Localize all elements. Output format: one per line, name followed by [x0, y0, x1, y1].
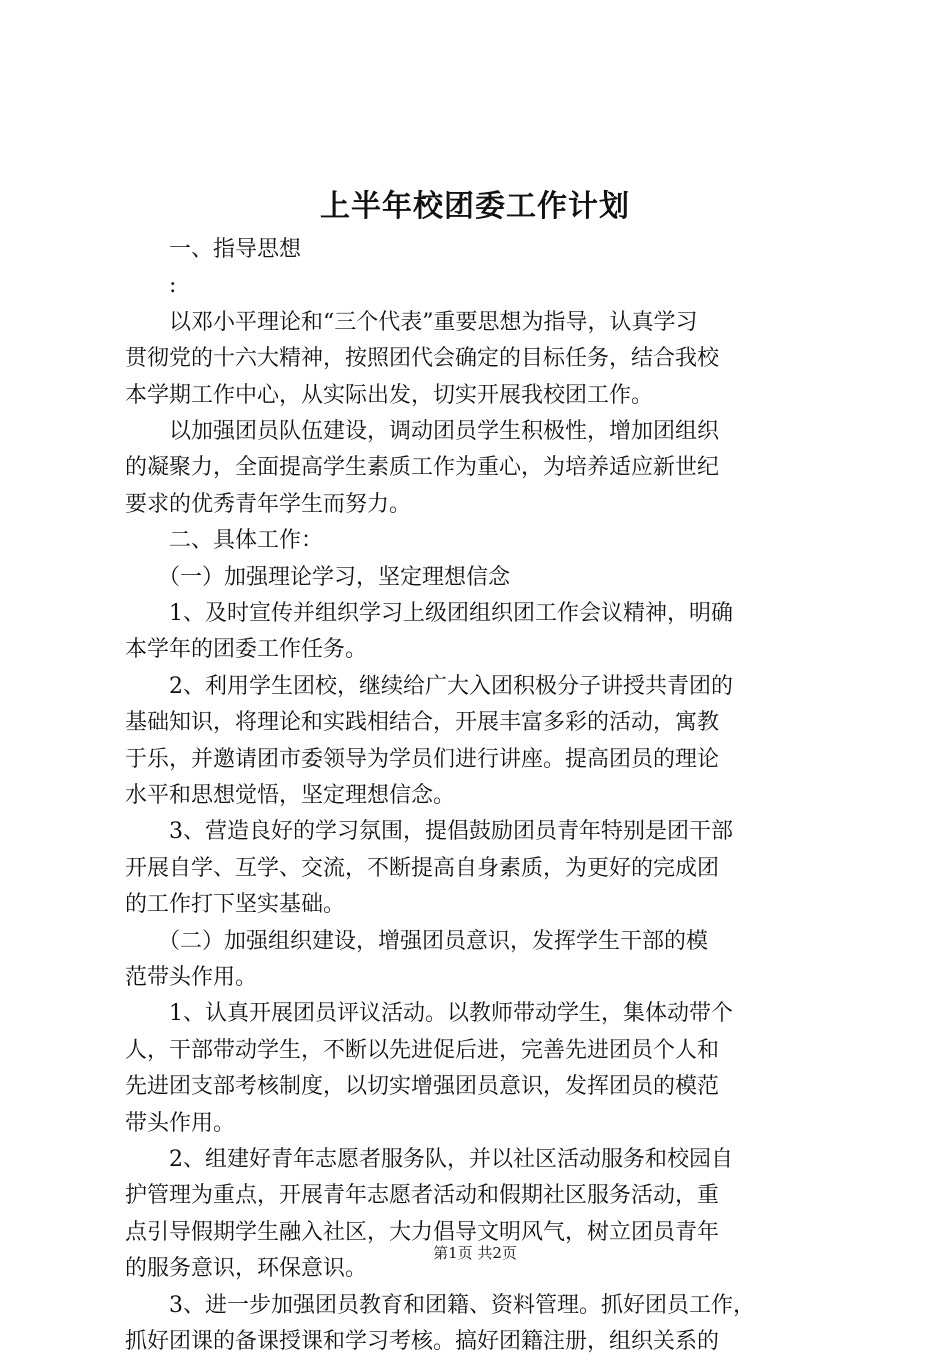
body-line: 2、利用学生团校，继续给广大入团积极分子讲授共青团的	[125, 673, 733, 699]
body-line: 护管理为重点，开展青年志愿者活动和假期社区服务活动，重	[125, 1183, 720, 1209]
body-line: （二）加强组织建设，增强团员意识，发挥学生干部的模	[125, 928, 709, 954]
body-line: 3、进一步加强团员教育和团籍、资料管理。抓好团员工作，	[125, 1292, 755, 1318]
body-line: 以邓小平理论和“三个代表”重要思想为指导，认真学习	[125, 309, 698, 335]
body-line: （一）加强理论学习，坚定理想信念	[125, 564, 511, 590]
body-line: 贯彻党的十六大精神，按照团代会确定的目标任务，结合我校	[125, 346, 720, 372]
body-line: 2、组建好青年志愿者服务队，并以社区活动服务和校园自	[125, 1147, 733, 1172]
body-line: 本学期工作中心，从实际出发，切实开展我校团工作。	[125, 382, 654, 408]
body-line: 先进团支部考核制度，以切实增强团员意识，发挥团员的模范	[125, 1074, 720, 1100]
page-footer: 第1页 共2页	[433, 1244, 517, 1262]
document-title: 上半年校团委工作计划	[320, 189, 630, 224]
body-line: 的凝聚力，全面提高学生素质工作为重心，为培养适应新世纪	[125, 455, 720, 481]
body-line: 的服务意识，环保意识。	[125, 1256, 368, 1282]
body-line: 水平和思想觉悟，坚定理想信念。	[125, 783, 456, 808]
body-line: 点引导假期学生融入社区，大力倡导文明风气，树立团员青年	[125, 1219, 720, 1245]
body-line: 的工作打下坚实基础。	[125, 892, 346, 918]
body-line: 1、认真开展团员评议活动。以教师带动学生，集体动带个	[125, 1001, 733, 1027]
body-line: 于乐，并邀请团市委领导为学员们进行讲座。提高团员的理论	[125, 746, 720, 772]
body-line: 要求的优秀青年学生而努力。	[125, 491, 412, 517]
body-line: 范带头作用。	[125, 965, 258, 990]
body-line: 带头作用。	[125, 1110, 236, 1136]
body-line: 基础知识，将理论和实践相结合，开展丰富多彩的活动，寓教	[125, 710, 720, 736]
body-line: :	[125, 273, 177, 299]
body-line: 以加强团员队伍建设，调动团员学生积极性，增加团组织	[125, 419, 720, 444]
body-line: 1、及时宣传并组织学习上级团组织团工作会议精神，明确	[125, 601, 733, 626]
body-line: 本学年的团委工作任务。	[125, 637, 368, 663]
body-line: 人，干部带动学生，不断以先进促后进，完善先进团员个人和	[125, 1037, 720, 1063]
body-line: 抓好团课的备课授课和学习考核。搞好团籍注册，组织关系的	[125, 1329, 720, 1354]
body-line: 3、营造良好的学习氛围，提倡鼓励团员青年特别是团干部	[125, 819, 733, 845]
body-line: 二、具体工作：	[125, 528, 324, 554]
body-line: 开展自学、互学、交流，不断提高自身素质，为更好的完成团	[125, 855, 720, 881]
body-line: 一、指导思想	[125, 237, 302, 262]
